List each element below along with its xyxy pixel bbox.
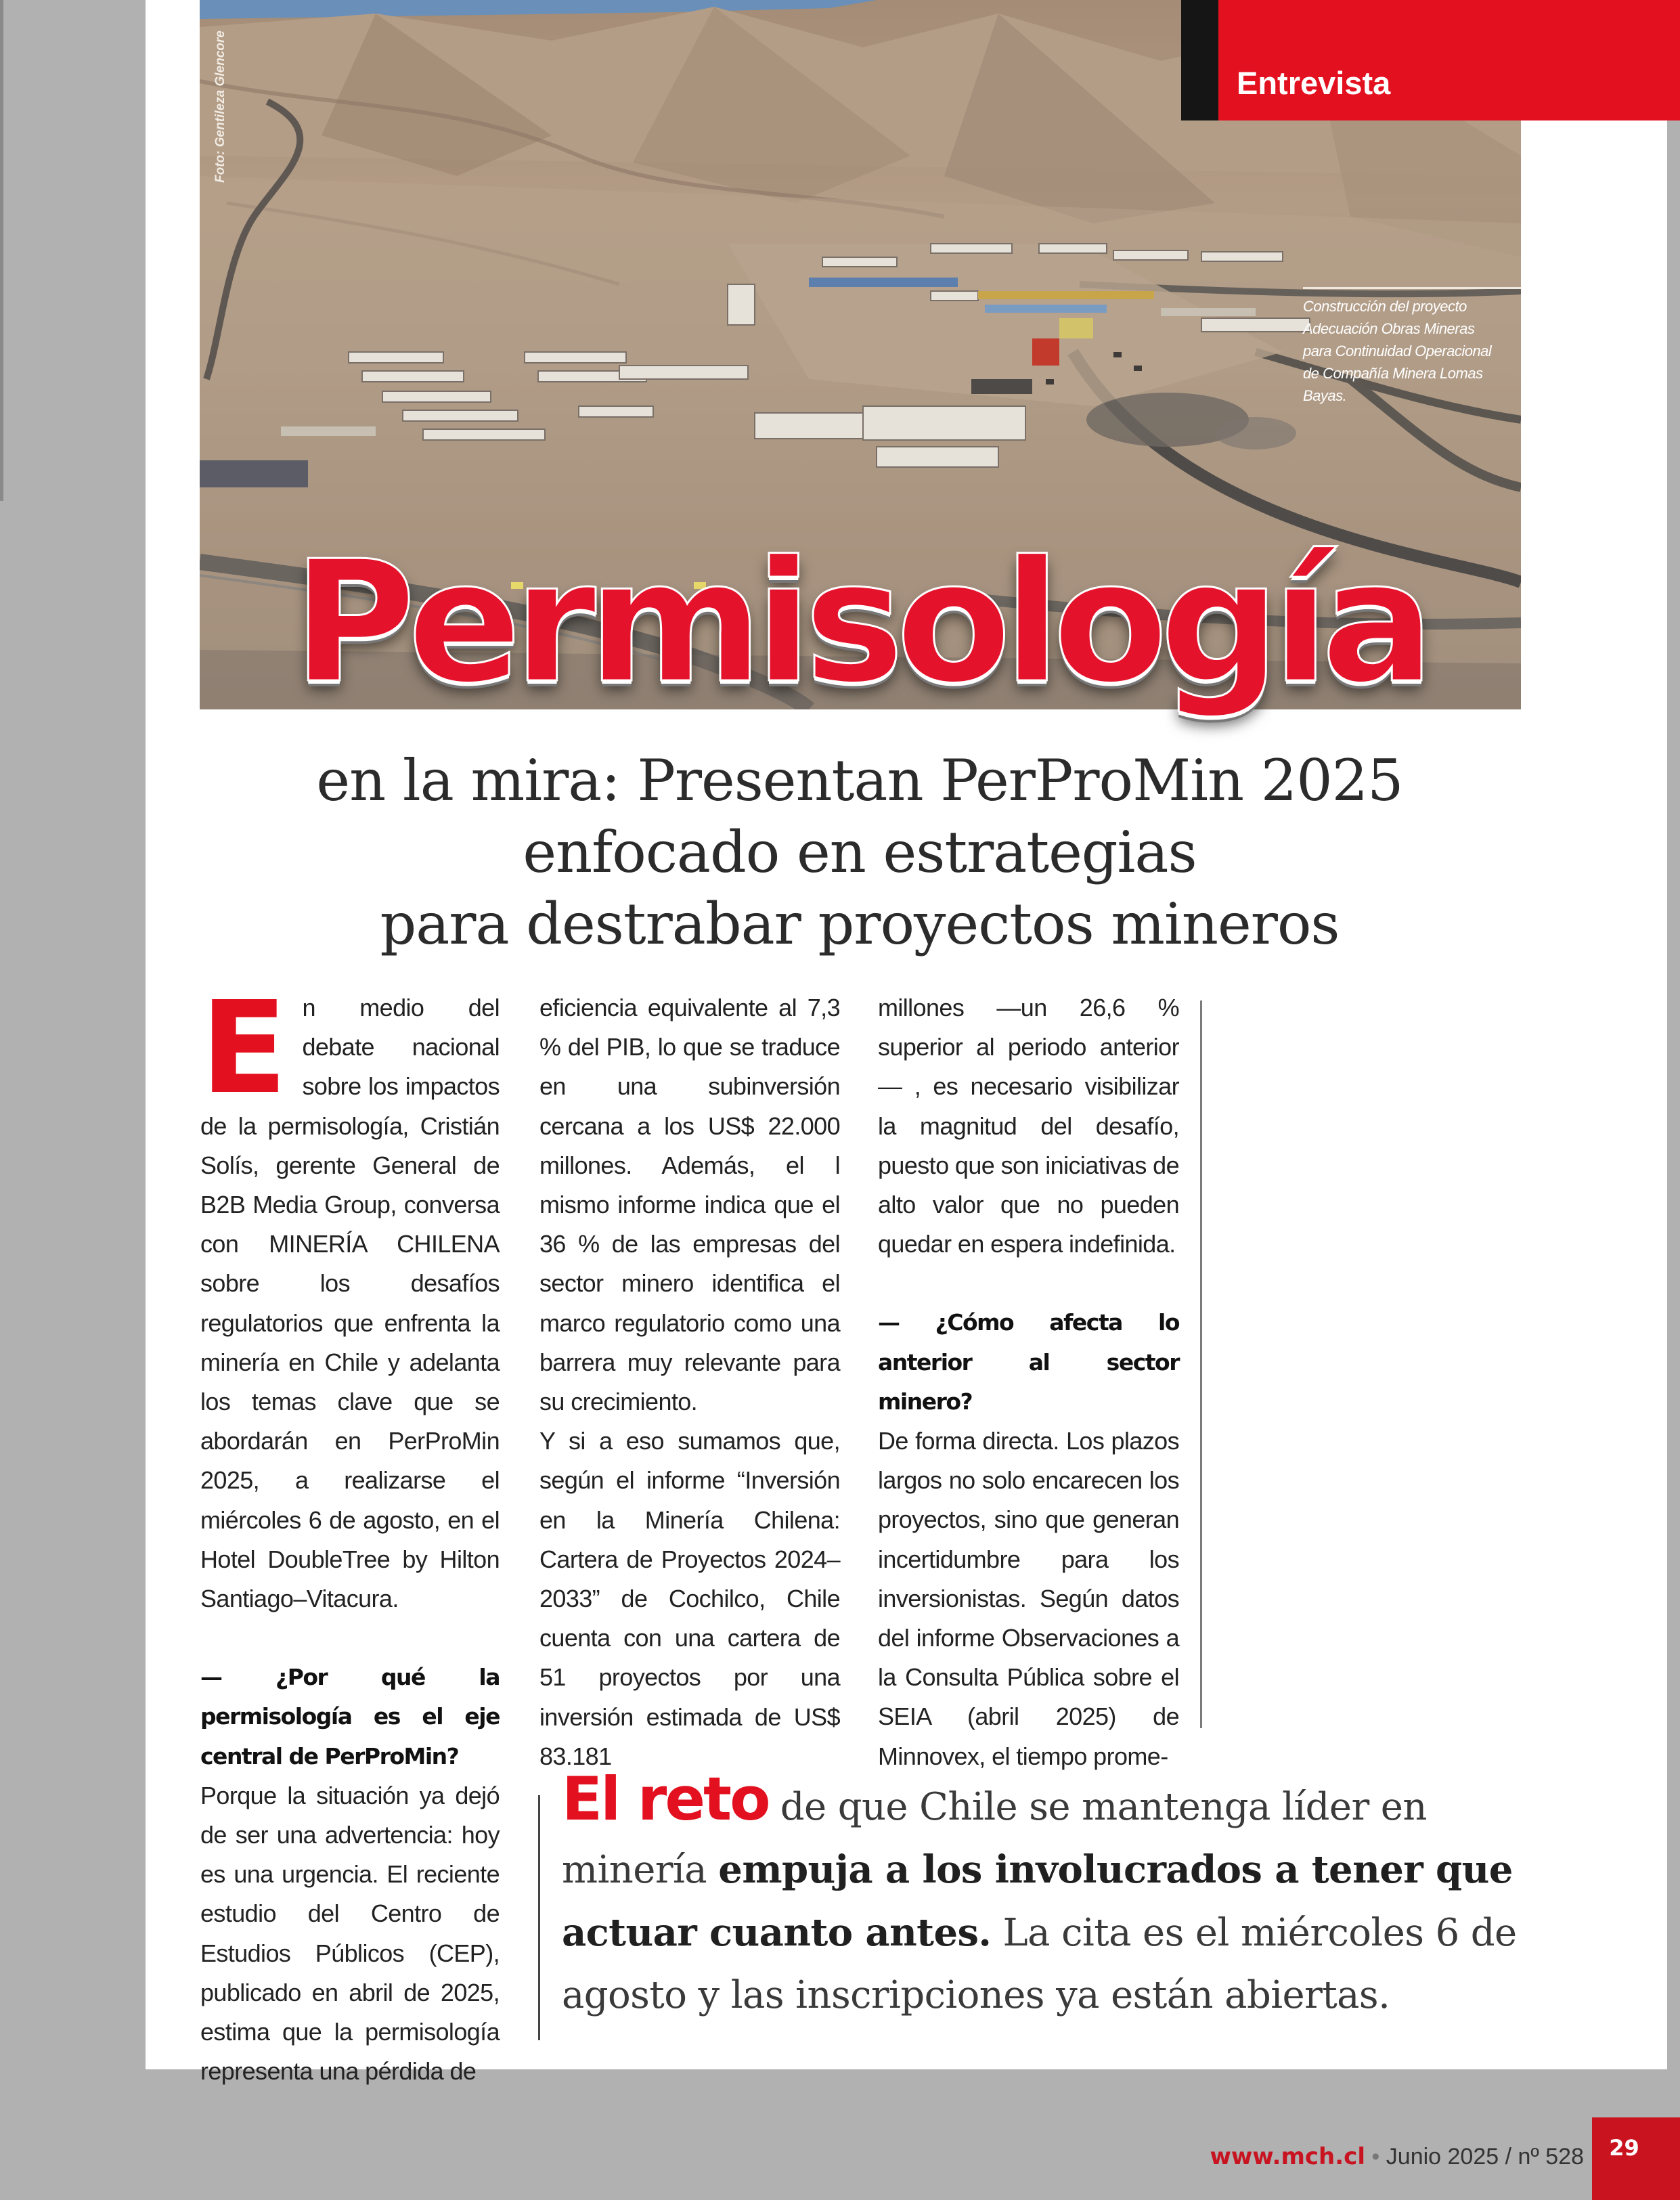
footer-url-link[interactable]: www.mch.cl xyxy=(1210,2143,1365,2170)
article-column-2 xyxy=(539,988,840,1776)
subheadline xyxy=(271,745,1449,960)
page-number-box xyxy=(1592,2117,1680,2200)
answer-paragraph: De forma directa. Los plazos largos no solo encarecen los proyectos, sino que generan incertidumbre para los inversionistas. Según datos del informe Observaciones a la Consulta Pública sobre el SEIA (abril 2025) de Minnovex, el tiempo prome- xyxy=(878,1427,1179,1770)
page-footer xyxy=(1185,2136,1584,2177)
page-fold-edge xyxy=(0,0,3,501)
question-heading: — ¿Cómo afecta lo anterior al sector minero? xyxy=(878,1309,1179,1415)
caption-rule xyxy=(1303,287,1521,289)
paragraph-spacer xyxy=(878,1264,1179,1303)
photo-caption: Construcción del proyecto Adecuación Obras Mineras para Continuidad Operacional de Compañía Minera Lomas Bayas. xyxy=(1303,298,1492,404)
page-number: 29 xyxy=(1609,2135,1639,2161)
subheadline-line: enfocado en estrategias xyxy=(523,819,1197,885)
pullquote-text: La cita es el miércoles 6 de agosto y las inscripciones ya están abiertas. xyxy=(562,1911,1517,2017)
intro-text: n medio del debate nacional sobre los impactos de la permisología, Cristián Solís, gerente General de B2B Media Group, conversa con MINERÍA CHILENA sobre los desafíos regulatorios que enfrenta la minería en Chile y adelanta los temas clave que se abordarán en PerProMin 2025, a realizarse el miércoles 6 de agosto, en el Hotel DoubleTree by Hilton Santiago–Vitacura. xyxy=(200,994,500,1613)
question-heading: — ¿Por qué la permisología es el eje central de PerProMin? xyxy=(200,1664,500,1769)
body-paragraph: millones —un 26,6 % superior al periodo anterior— , es necesario visibilizar la magnitud del desafío, puesto que son iniciativas de alto valor que no pueden quedar en espera indefinida. xyxy=(878,994,1179,1258)
drop-cap: E xyxy=(200,974,288,1122)
section-tab-accent xyxy=(1181,0,1218,120)
subheadline-line: para destrabar proyectos mineros xyxy=(380,891,1340,957)
body-paragraph: Y si a eso sumamos que, según el informe “Inversión en la Minería Chilena: Cartera de Proyectos 2024–2033” de Cochilco, Chile cuenta con una cartera de 51 proyectos por una inversión estimada de US$ 83.181 xyxy=(539,1427,840,1770)
paragraph-spacer xyxy=(200,1619,500,1658)
intro-paragraph xyxy=(200,974,500,1619)
answer-paragraph: Porque la situación ya dejó de ser una advertencia: hoy es una urgencia. El reciente estudio del Centro de Estudios Públicos (CEP), publicado en abril de 2025, estima que la permisología representa una pérdida de xyxy=(200,1781,500,2086)
headline: Permisología xyxy=(292,525,1427,720)
pullquote-rule xyxy=(538,1795,540,2040)
subheadline-line: en la mira: Presentan PerProMin 2025 xyxy=(316,747,1403,814)
body-paragraph: eficiencia equivalente al 7,3 % del PIB, lo que se traduce en una subinversión cercana a los US$ 22.000 millones. Además, el l mismo informe indica que el 36 % de las empresas del sector minero identifica el marco regulatorio como una barrera muy relevante para su crecimiento. xyxy=(539,994,840,1416)
footer-separator: • xyxy=(1371,2144,1380,2170)
pullquote-emphasis: empuja a los involucrados a tener que actuar cuanto antes. xyxy=(562,1847,1513,1955)
pullquote-text: de que Chile se mantenga líder en minería xyxy=(562,1785,1427,1892)
article-column-1 xyxy=(200,974,500,2091)
section-label: Entrevista xyxy=(1237,65,1391,101)
footer-issue: Junio 2025 / nº 528 xyxy=(1386,2144,1584,2170)
photo-credit: Foto: Gentileza Glencore xyxy=(213,30,227,183)
pullquote xyxy=(562,1764,1523,2027)
column-rule xyxy=(1200,1000,1202,1728)
pullquote-lead: El reto xyxy=(562,1764,769,1834)
article-column-3 xyxy=(878,988,1179,1776)
